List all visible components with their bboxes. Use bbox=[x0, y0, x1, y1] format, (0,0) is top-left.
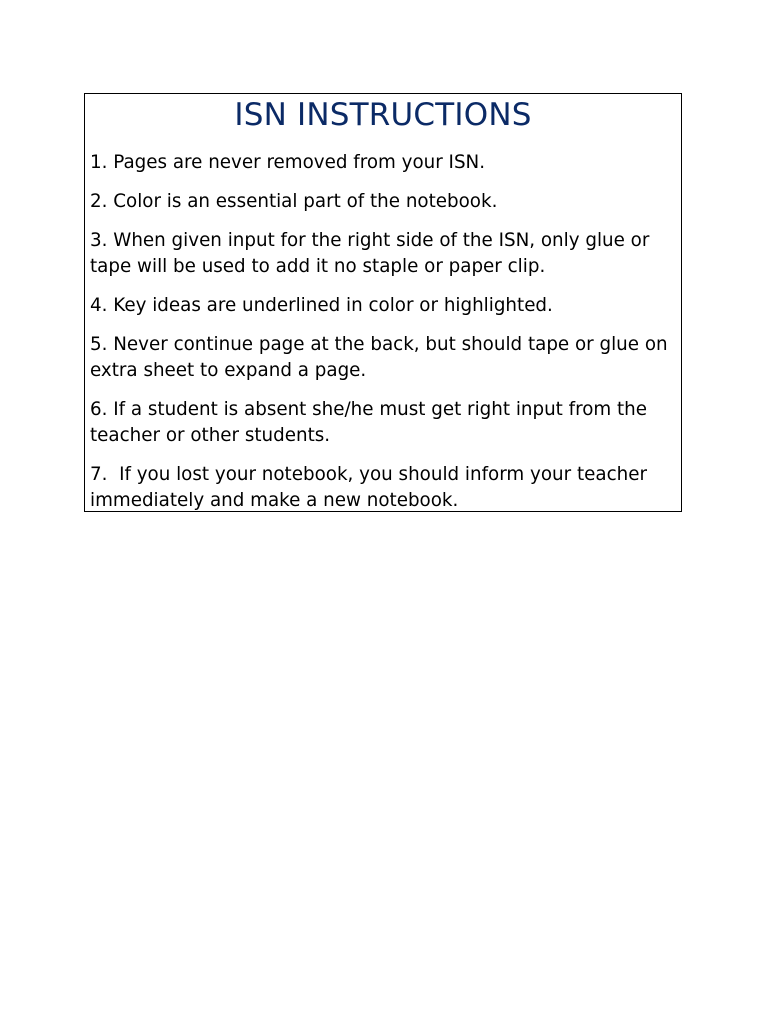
instructions-box bbox=[84, 93, 682, 512]
instruction-item-6: 6. If a student is absent she/he must get right input from the teacher or other students. bbox=[90, 399, 653, 446]
instruction-item-3: 3. When given input for the right side of the ISN, only glue or tape will be used to add it no staple or paper clip. bbox=[90, 230, 656, 277]
instruction-item-2: 2. Color is an essential part of the notebook. bbox=[90, 191, 498, 212]
instruction-item-4: 4. Key ideas are underlined in color or highlighted. bbox=[90, 295, 553, 316]
instruction-item-7: 7. If you lost your notebook, you should inform your teacher immediately and make a new notebook. bbox=[90, 464, 653, 511]
instruction-list bbox=[90, 134, 676, 514]
instruction-item-5: 5. Never continue page at the back, but should tape or glue on extra sheet to expand a page. bbox=[90, 334, 674, 381]
instruction-item-1: 1. Pages are never removed from your ISN. bbox=[90, 152, 486, 173]
document-title: ISN INSTRUCTIONS bbox=[234, 97, 532, 133]
